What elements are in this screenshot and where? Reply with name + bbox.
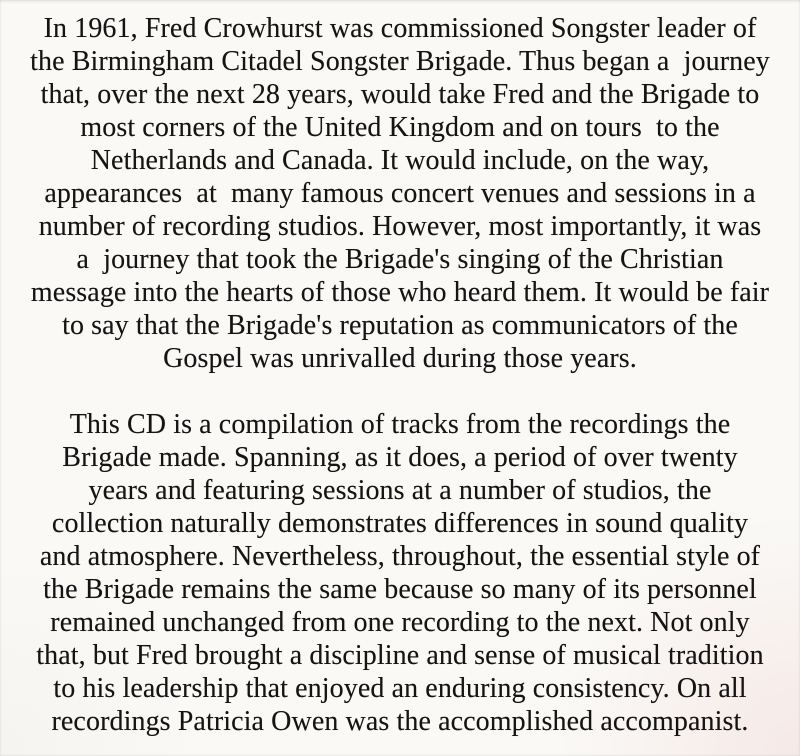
text-line: years and featuring sessions at a number of studios, the xyxy=(88,475,712,506)
text-line: In 1961, Fred Crowhurst was commissioned Songster leader of xyxy=(43,13,757,44)
paragraph-history xyxy=(0,12,800,375)
text-line: that, over the next 28 years, would take Fred and the Brigade to xyxy=(40,79,760,110)
paragraph-cd-description xyxy=(0,408,800,738)
text-line: message into the hearts of those who heard them. It would be fair xyxy=(30,277,770,308)
text-line: collection naturally demonstrates differences in sound quality xyxy=(51,508,749,539)
text-line: recordings Patricia Owen was the accomplished accompanist. xyxy=(51,706,749,737)
text-line: Brigade made. Spanning, as it does, a period of over twenty xyxy=(62,442,738,473)
text-line: remained unchanged from one recording to the next. Not only xyxy=(50,607,750,638)
text-line: number of recording studios. However, most importantly, it was xyxy=(38,211,762,242)
text-line: This CD is a compilation of tracks from the recordings the xyxy=(69,409,731,440)
text-line: to his leadership that enjoyed an enduring consistency. On all xyxy=(53,673,747,704)
text-line: Gospel was unrivalled during those years. xyxy=(163,343,637,374)
text-line: Netherlands and Canada. It would include, on the way, xyxy=(90,145,710,176)
text-line: a journey that took the Brigade's singing of the Christian xyxy=(76,244,724,275)
text-line: appearances at many famous concert venues and sessions in a xyxy=(44,178,756,209)
text-line: most corners of the United Kingdom and on tours to the xyxy=(80,112,720,143)
text-line: the Brigade remains the same because so many of its personnel xyxy=(43,574,757,605)
text-line: the Birmingham Citadel Songster Brigade. Thus began a journey xyxy=(30,46,770,77)
text-line: and atmosphere. Nevertheless, throughout, the essential style of xyxy=(39,541,761,572)
text-line: to say that the Brigade's reputation as communicators of the xyxy=(62,310,738,341)
text-line: that, but Fred brought a discipline and sense of musical tradition xyxy=(36,640,764,671)
